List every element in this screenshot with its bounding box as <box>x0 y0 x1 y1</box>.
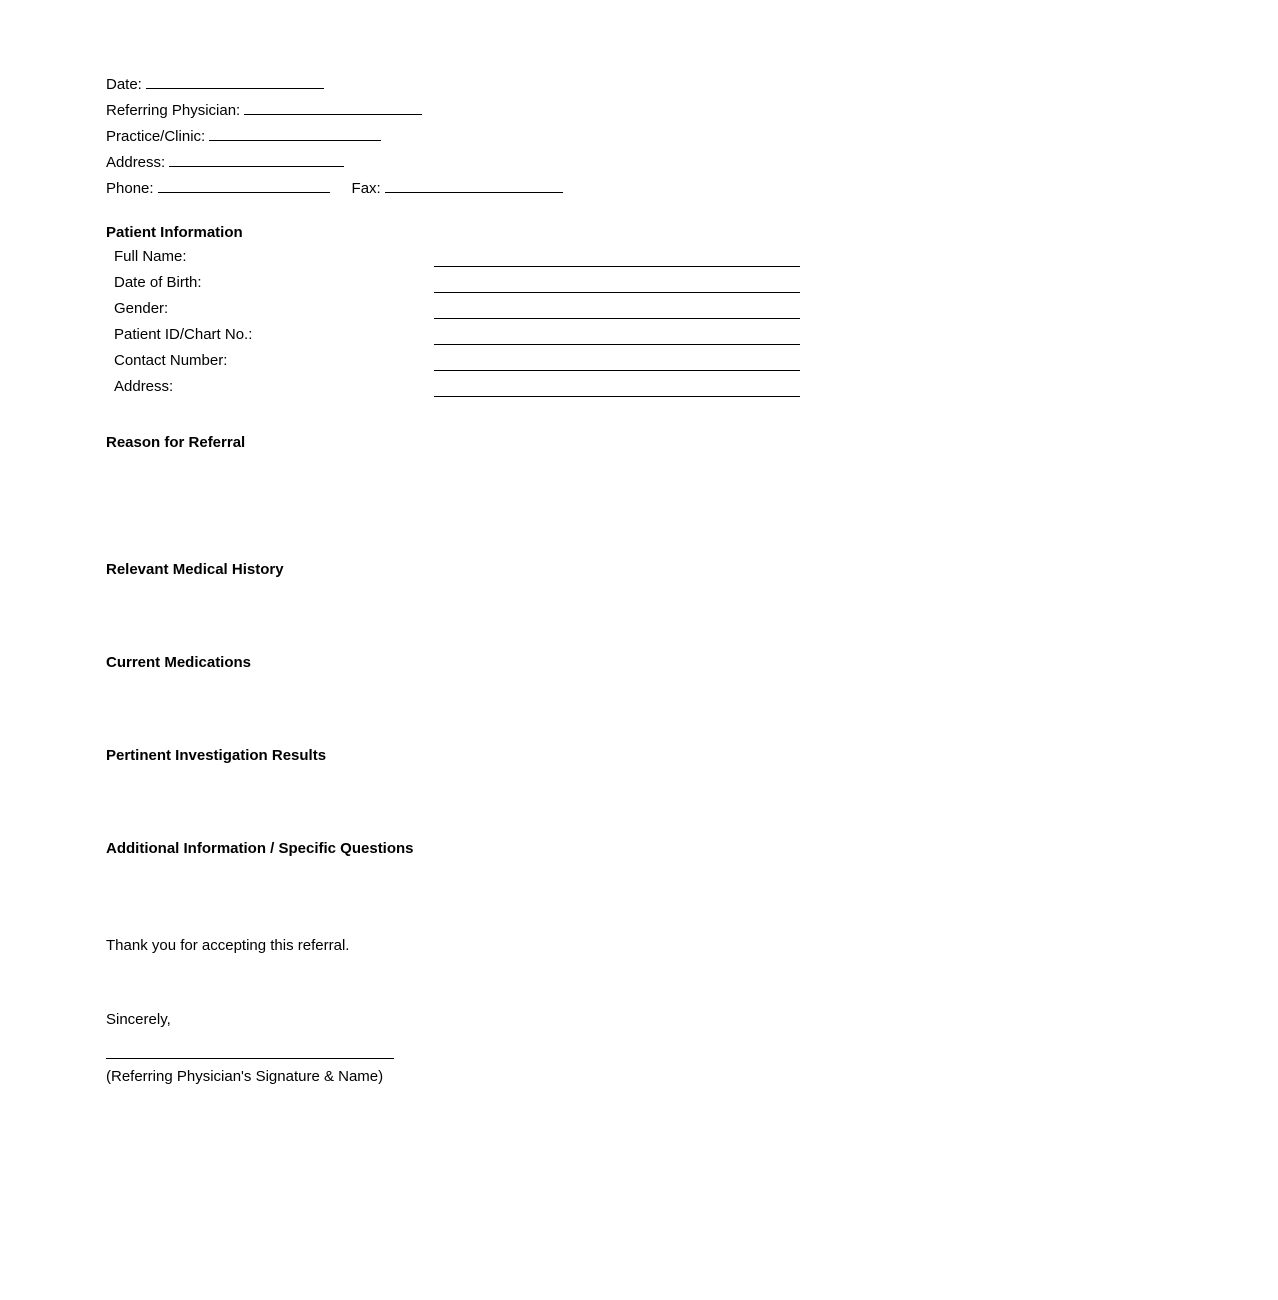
section-title-reason-for-referral: Reason for Referral <box>106 434 246 451</box>
section-body-additional-information[interactable] <box>106 857 1166 933</box>
fax-label: Fax: <box>351 180 381 197</box>
gender-label: Gender: <box>114 300 169 317</box>
date-of-birth-input-line[interactable] <box>434 292 800 293</box>
patient-field-address <box>106 378 1166 404</box>
section-body-current-medications[interactable] <box>106 671 1166 747</box>
address-input-line[interactable] <box>169 153 344 167</box>
referring-physician-label: Referring Physician: <box>106 102 241 119</box>
practice-clinic-label: Practice/Clinic: <box>106 128 206 145</box>
referral-letter-page <box>106 72 1166 1085</box>
fax-input-line[interactable] <box>385 179 563 193</box>
section-title-pertinent-investigation-results: Pertinent Investigation Results <box>106 747 327 764</box>
practice-clinic-row <box>106 124 1166 150</box>
contact-number-label: Contact Number: <box>114 352 228 369</box>
address-row <box>106 150 1166 176</box>
phone-label: Phone: <box>106 180 154 197</box>
spacer <box>106 404 1166 434</box>
patient-id-label: Patient ID/Chart No.: <box>114 326 253 343</box>
patient-field-gender <box>106 300 1166 326</box>
patient-field-full-name <box>106 248 1166 274</box>
sincerely-text: Sincerely, <box>106 1011 171 1028</box>
phone-input-line[interactable] <box>158 179 330 193</box>
spacer <box>106 959 1166 1007</box>
practice-clinic-input-line[interactable] <box>209 127 381 141</box>
patient-id-input-line[interactable] <box>434 344 800 345</box>
date-row <box>106 72 1166 98</box>
gender-input-line[interactable] <box>434 318 800 319</box>
address-label: Address: <box>106 154 166 171</box>
thank-you-text: Thank you for accepting this referral. <box>106 937 350 954</box>
phone-fax-row <box>106 176 1166 202</box>
signature-caption: (Referring Physician's Signature & Name) <box>106 1068 384 1085</box>
signature-line[interactable] <box>106 1057 394 1059</box>
referring-physician-row <box>106 98 1166 124</box>
patient-field-patient-id <box>106 326 1166 352</box>
section-title-relevant-medical-history: Relevant Medical History <box>106 561 284 578</box>
date-of-birth-label: Date of Birth: <box>114 274 202 291</box>
date-input-line[interactable] <box>146 75 324 89</box>
section-body-pertinent-investigation-results[interactable] <box>106 764 1166 840</box>
patient-address-label: Address: <box>114 378 174 395</box>
patient-address-input-line[interactable] <box>434 396 800 397</box>
date-label: Date: <box>106 76 142 93</box>
full-name-input-line[interactable] <box>434 266 800 267</box>
header-fields <box>106 72 1166 202</box>
section-body-reason-for-referral[interactable] <box>106 451 1166 561</box>
referring-physician-input-line[interactable] <box>244 101 422 115</box>
patient-information-title: Patient Information <box>106 224 243 241</box>
contact-number-input-line[interactable] <box>434 370 800 371</box>
section-body-relevant-medical-history[interactable] <box>106 578 1166 654</box>
full-name-label: Full Name: <box>114 248 187 265</box>
patient-information-fields <box>106 248 1166 404</box>
spacer <box>106 1033 1166 1057</box>
section-title-additional-information: Additional Information / Specific Questions <box>106 840 414 857</box>
patient-field-date-of-birth <box>106 274 1166 300</box>
section-title-current-medications: Current Medications <box>106 654 252 671</box>
patient-field-contact-number <box>106 352 1166 378</box>
